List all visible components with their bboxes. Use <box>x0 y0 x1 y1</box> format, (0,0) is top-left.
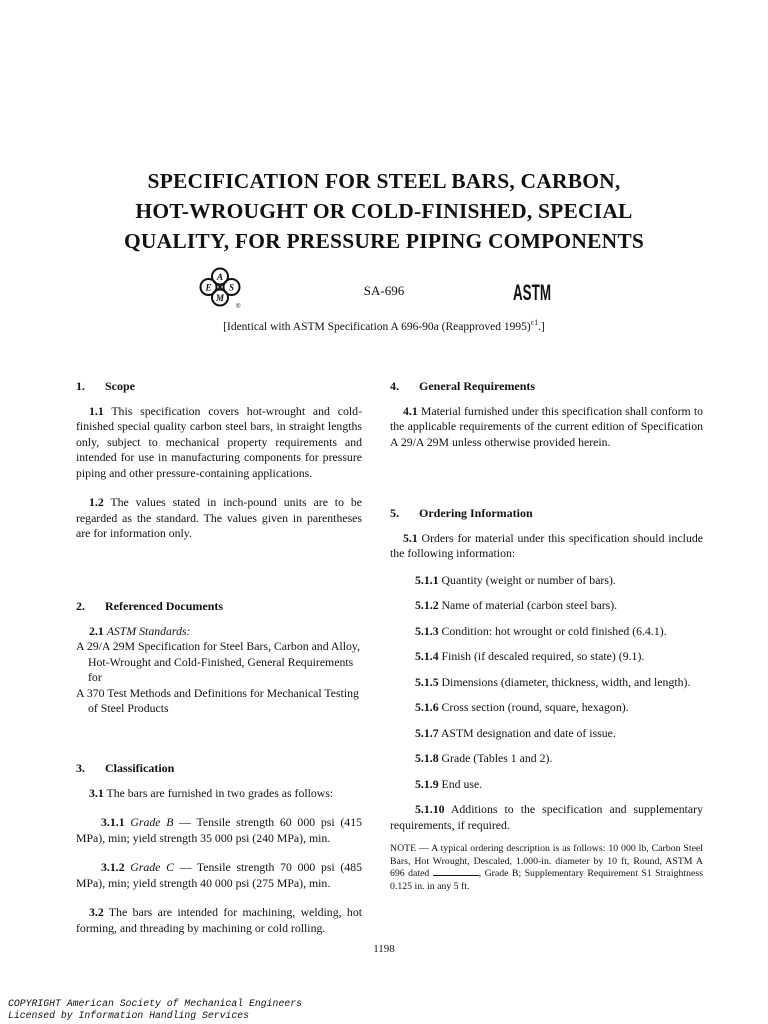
item-number: 5.1.3 <box>415 623 439 638</box>
date-blank <box>433 868 479 876</box>
note-text: NOTE — A typical ordering description is as follows: 10 000 lb, Carbon Steel Bars, Hot Wrought, Descaled, 1.000-in. diameter by 10 ft, Round, ASTM A 696 dated <box>390 843 703 879</box>
title-line-3: QUALITY, FOR PRESSURE PIPING COMPONENTS <box>123 229 645 253</box>
section-title: Scope <box>105 379 135 393</box>
list-item <box>390 649 703 665</box>
ordering-note <box>390 843 703 893</box>
reference-item: A 370 Test Methods and Definitions for Mechanical Testing of Steel Products <box>76 685 359 715</box>
grade-name: Grade B <box>130 815 174 829</box>
paragraph <box>76 786 362 802</box>
paragraph-number: 1.2 <box>89 495 104 509</box>
astm-logo-icon <box>511 265 553 311</box>
paragraph-number: 1.1 <box>89 403 104 418</box>
list-item <box>390 573 703 589</box>
note-text: , Grade B; Supplementary Requirement S1 Straightness 0.125 in. in any 5 ft. <box>390 868 703 892</box>
item-text: End use. <box>438 776 483 791</box>
paragraph <box>390 531 703 562</box>
identical-note <box>60 318 708 333</box>
item-text: ASTM designation and date of issue. <box>438 725 616 740</box>
list-item <box>390 598 703 614</box>
paragraph <box>76 404 362 482</box>
section-heading <box>390 379 703 395</box>
paragraph-text: — Tensile strength 60 000 psi (415 MPa), min; yield strength 35 000 psi (240 MPa), min. <box>76 815 362 845</box>
item-number: 5.1.7 <box>415 725 439 740</box>
item-number: 5.1.5 <box>415 674 439 689</box>
section-heading <box>76 761 362 777</box>
paragraph <box>76 860 362 891</box>
title-line-2: HOT-WROUGHT OR COLD-FINISHED, SPECIAL <box>135 199 633 223</box>
reference-item: A 29/A 29M Specification for Steel Bars, Carbon and Alloy, Hot-Wrought and Cold-Finished, General Requirements for <box>76 639 360 684</box>
asme-letter-m: M <box>215 293 225 303</box>
registered-mark: ® <box>236 304 241 310</box>
paragraph-text: Orders for material under this specification should include the following information: <box>390 530 703 560</box>
copyright-line: COPYRIGHT American Society of Mechanical Engineers <box>8 998 302 1009</box>
item-text: Grade (Tables 1 and 2). <box>438 751 553 765</box>
list-item <box>390 675 703 691</box>
section-number: 3. <box>76 761 85 775</box>
identical-sup: ε1 <box>530 318 539 327</box>
section-heading <box>76 379 362 395</box>
paragraph-number: 3.1.1 <box>101 815 125 829</box>
designation: SA-696 <box>363 283 405 298</box>
asme-logo-icon <box>198 266 242 310</box>
section-general-requirements <box>390 379 703 450</box>
asme-letter-a: A <box>216 272 224 282</box>
identical-text: [Identical with ASTM Specification A 696-90a (Reapproved 1995) <box>223 320 531 333</box>
item-text: Additions to the specification and supplementary requirements, if required. <box>390 802 703 832</box>
paragraph-text: Material furnished under this specification shall conform to the applicable requirements of the current edition of Specification A 29/A 29M unless otherwise provided herein. <box>390 403 703 449</box>
list-item <box>390 726 703 742</box>
section-title: General Requirements <box>419 379 536 393</box>
section-title: Ordering Information <box>419 506 533 520</box>
asme-letter-s: S <box>228 282 235 293</box>
paragraph-number: 3.1 <box>89 785 104 800</box>
item-text: Name of material (carbon steel bars). <box>438 598 618 612</box>
paragraph-number: 3.2 <box>89 905 104 919</box>
list-item <box>390 624 703 640</box>
section-number: 5. <box>390 506 399 520</box>
paragraph-text: The bars are intended for machining, welding, hot forming, and threading by machining or cold rolling. <box>76 905 362 935</box>
paragraph-number: 5.1 <box>403 530 418 545</box>
section-number: 4. <box>390 379 399 393</box>
paragraph-text: The bars are furnished in two grades as follows: <box>103 785 334 800</box>
section-scope <box>76 379 362 542</box>
paragraph <box>390 404 703 451</box>
section-referenced-documents <box>76 599 362 717</box>
item-number: 5.1.6 <box>415 700 439 714</box>
identical-close: .] <box>538 320 545 333</box>
section-number: 1. <box>76 379 85 393</box>
asme-letter-e: E <box>205 282 212 293</box>
item-text: Quantity (weight or number of bars). <box>438 572 616 587</box>
item-number: 5.1.8 <box>415 751 439 765</box>
paragraph-text: — Tensile strength 70 000 psi (485 MPa), min; yield strength 40 000 psi (275 MPa), min. <box>76 860 362 890</box>
item-text: Condition: hot wrought or cold finished (6.4.1). <box>438 623 667 638</box>
section-title: Classification <box>105 761 175 775</box>
section-heading <box>76 599 362 615</box>
item-number: 5.1.4 <box>415 649 439 663</box>
paragraph-text: The values stated in inch-pound units are to be regarded as the standard. The values given in parentheses are for information only. <box>76 495 362 540</box>
paragraph-number: 3.1.2 <box>101 860 125 874</box>
paragraph-text: This specification covers hot-wrought and cold-finished special quality carbon steel bars, in straight lengths only, subject to mechanical property requirements and intended for use in manufacturing components for pressure piping and other pressure-containing applications. <box>76 403 362 480</box>
license-line: Licensed by Information Handling Services <box>8 1010 250 1021</box>
grade-name: Grade C <box>130 860 174 874</box>
item-text: Cross section (round, square, hexagon). <box>438 700 629 714</box>
item-number: 5.1.9 <box>415 776 439 791</box>
item-text: Finish (if descaled required, so state) (9.1). <box>438 649 645 663</box>
section-title: Referenced Documents <box>105 599 224 613</box>
paragraph-number: 2.1 <box>89 623 104 638</box>
list-item <box>390 700 703 716</box>
paragraph-number: 4.1 <box>403 403 418 418</box>
document-title <box>60 166 708 256</box>
paragraph <box>76 495 362 542</box>
item-number: 5.1.1 <box>415 572 439 587</box>
item-number: 5.1.10 <box>415 802 445 816</box>
section-classification <box>76 761 362 936</box>
section-ordering-information <box>390 506 703 893</box>
paragraph <box>76 624 362 640</box>
section-number: 2. <box>76 599 85 613</box>
copyright-footer <box>8 998 302 1022</box>
page-number: 1198 <box>373 943 395 955</box>
paragraph <box>76 815 362 846</box>
astm-logo-text: ASTM <box>513 279 551 305</box>
title-line-1: SPECIFICATION FOR STEEL BARS, CARBON, <box>147 169 621 193</box>
item-text: Dimensions (diameter, thickness, width, and length). <box>438 674 691 689</box>
item-number: 5.1.2 <box>415 598 439 612</box>
list-item <box>390 777 703 793</box>
subsection-title: ASTM Standards: <box>106 623 191 638</box>
paragraph <box>76 905 362 936</box>
list-item <box>390 802 703 833</box>
section-heading <box>390 506 703 522</box>
list-item <box>390 751 703 767</box>
